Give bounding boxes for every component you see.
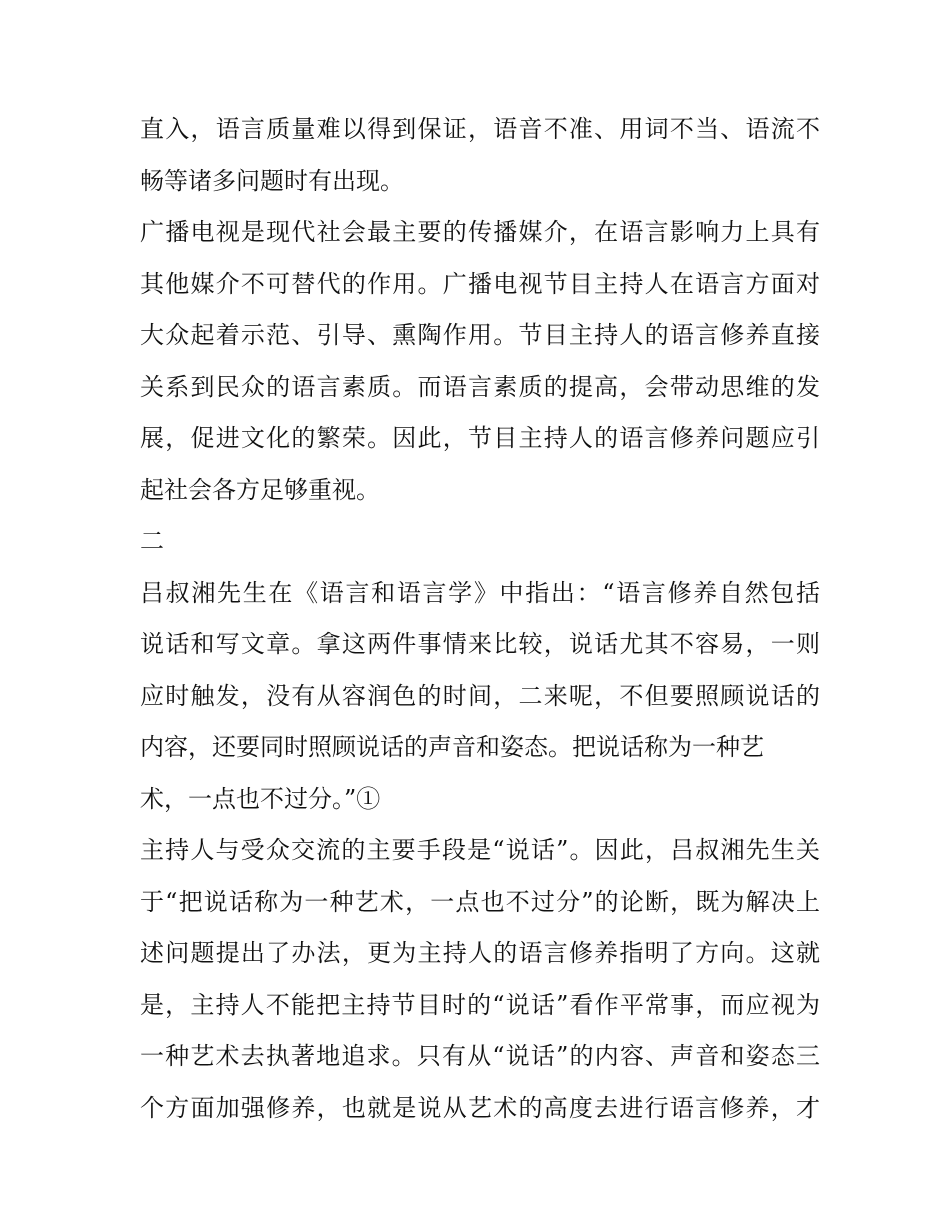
text-line: 大众起着示范、引导、熏陶作用。节目主持人的语言修养直接 — [140, 321, 820, 349]
text-line: 于“把说话称为一种艺术，一点也不过分”的论断，既为解决上 — [140, 887, 820, 916]
text-line: 广播电视是现代社会最主要的传播媒介，在语言影响力上具有 — [140, 218, 820, 246]
text-line: 其他媒介不可替代的作用。广播电视节目主持人在语言方面对 — [140, 269, 820, 298]
text-line: 起社会各方足够重视。 — [140, 475, 380, 504]
text-line: 吕叔湘先生在《语言和语言学》中指出：“语言修养自然包括 — [140, 578, 820, 607]
text-line: 述问题提出了办法，更为主持人的语言修养指明了方向。这就 — [140, 939, 820, 967]
text-line: 主持人与受众交流的主要手段是“说话”。因此，吕叔湘先生关 — [140, 836, 820, 864]
text-line: 二 — [140, 527, 164, 555]
document-body — [140, 104, 820, 1134]
text-line: 畅等诸多问题时有出现。 — [140, 166, 404, 195]
text-line: 直入，语言质量难以得到保证，语音不准、用词不当、语流不 — [140, 115, 820, 143]
text-line: 说话和写文章。拿这两件事情来比较，说话尤其不容易，一则 — [140, 630, 820, 658]
text-line: 内容，还要同时照顾说话的声音和姿态。把说话称为一种艺 — [140, 733, 764, 761]
text-line: 一种艺术去执著地追求。只有从“说话”的内容、声音和姿态三 — [140, 1042, 820, 1070]
text-line: 关系到民众的语言素质。而语言素质的提高，会带动思维的发 — [140, 372, 820, 401]
text-line: 展，促进文化的繁荣。因此，节目主持人的语言修养问题应引 — [140, 424, 820, 452]
text-line: 应时触发，没有从容润色的时间，二来呢，不但要照顾说话的 — [140, 681, 820, 710]
text-line: 个方面加强修养，也就是说从艺术的高度去进行语言修养，才 — [140, 1093, 820, 1122]
text-line: 是，主持人不能把主持节目时的“说话”看作平常事，而应视为 — [140, 990, 820, 1019]
text-line: 术，一点也不过分。”① — [140, 784, 381, 813]
